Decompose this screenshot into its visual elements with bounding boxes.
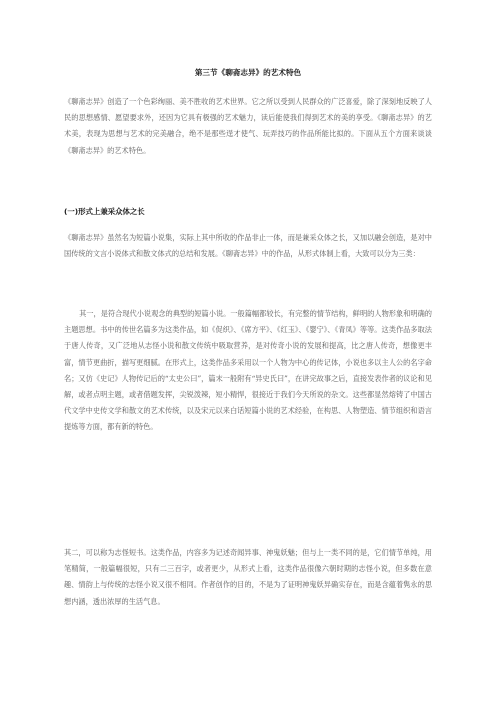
intro-paragraph: 《聊斋志异》创造了一个色彩绚丽、美不胜收的艺术世界。它之所以受到人民群众的广泛喜爱，除了深刻地反映了人民的思想感情、愿望要求外，还因为它具有极强的艺术魅力，读后能使我们得到艺术的美的享受。《聊斋志异》的艺术美，表现为思想与艺术的完美融合，绝不是那些逞才使气、玩弄技巧的作品所能比拟的。下面从五个方面来谈谈《聊斋志异》的艺术特色。	[64, 97, 432, 155]
section-paragraph-3: 其二，可以称为志怪短书。这类作品，内容多为记述奇闻异事、神鬼妖魅；但与上一类不同的是，它们情节单纯，用笔精简，一般篇幅很短，只有二三百字，或者更少，从形式上看，这类作品很像六朝时期的志怪小说，但多数在意趣、情韵上与传统的志怪小说又很不相同。作者创作的目的，不是为了证明神鬼妖异确实存在，而是含蕴着隽永的思想内涵，透出浓厚的生活气息。	[64, 548, 432, 606]
section-heading: (一)形式上兼采众体之长	[64, 207, 145, 216]
section-paragraph-1: 《聊斋志异》虽然名为短篇小说集，实际上其中所收的作品非止一体，而是兼采众体之长，又加以融会创造，是对中国传统的文言小说体式和散文体式的总结和发展。《聊斋志异》中的作品，从形式体制上看，大致可以分为三类：	[64, 233, 432, 259]
section-paragraph-2: 其一，是符合现代小说观念的典型的短篇小说。一般篇幅都较长，有完整的情节结构，鲜明的人物形象和明确的主题思想。书中的传世名篇多为这类作品，如《促织》、《席方平》、《红玉》、《婴宁》、《青凤》等等。这类作品多取法于唐人传奇，又广泛地从志怪小说和散文传统中吸取营养，是对传奇小说的发展和提高，比之唐人传奇，想像更丰富，情节更曲折，描写更细腻。在形式上，这类作品多采用以一个人物为中心的传记体，小说也多以主人公的名字命名；又仿《史记》人物传记后的“太史公曰”，篇末一般附有“异史氏曰”，在讲完故事之后，直接发表作者的议论和见解，或者点明主题，或者借题发挥，尖锐泼辣，短小精悍，很接近于我们今天所说的杂文。这些都显然熔铸了中国古代文学中史传文学和散文的艺术传统，以及宋元以来白话短篇小说的艺术经验，在构思、人物塑造、情节组织和语言提炼等方面，都有新的特色。	[64, 309, 432, 432]
page-title: 第三节《聊斋志异》的艺术特色	[194, 68, 302, 77]
